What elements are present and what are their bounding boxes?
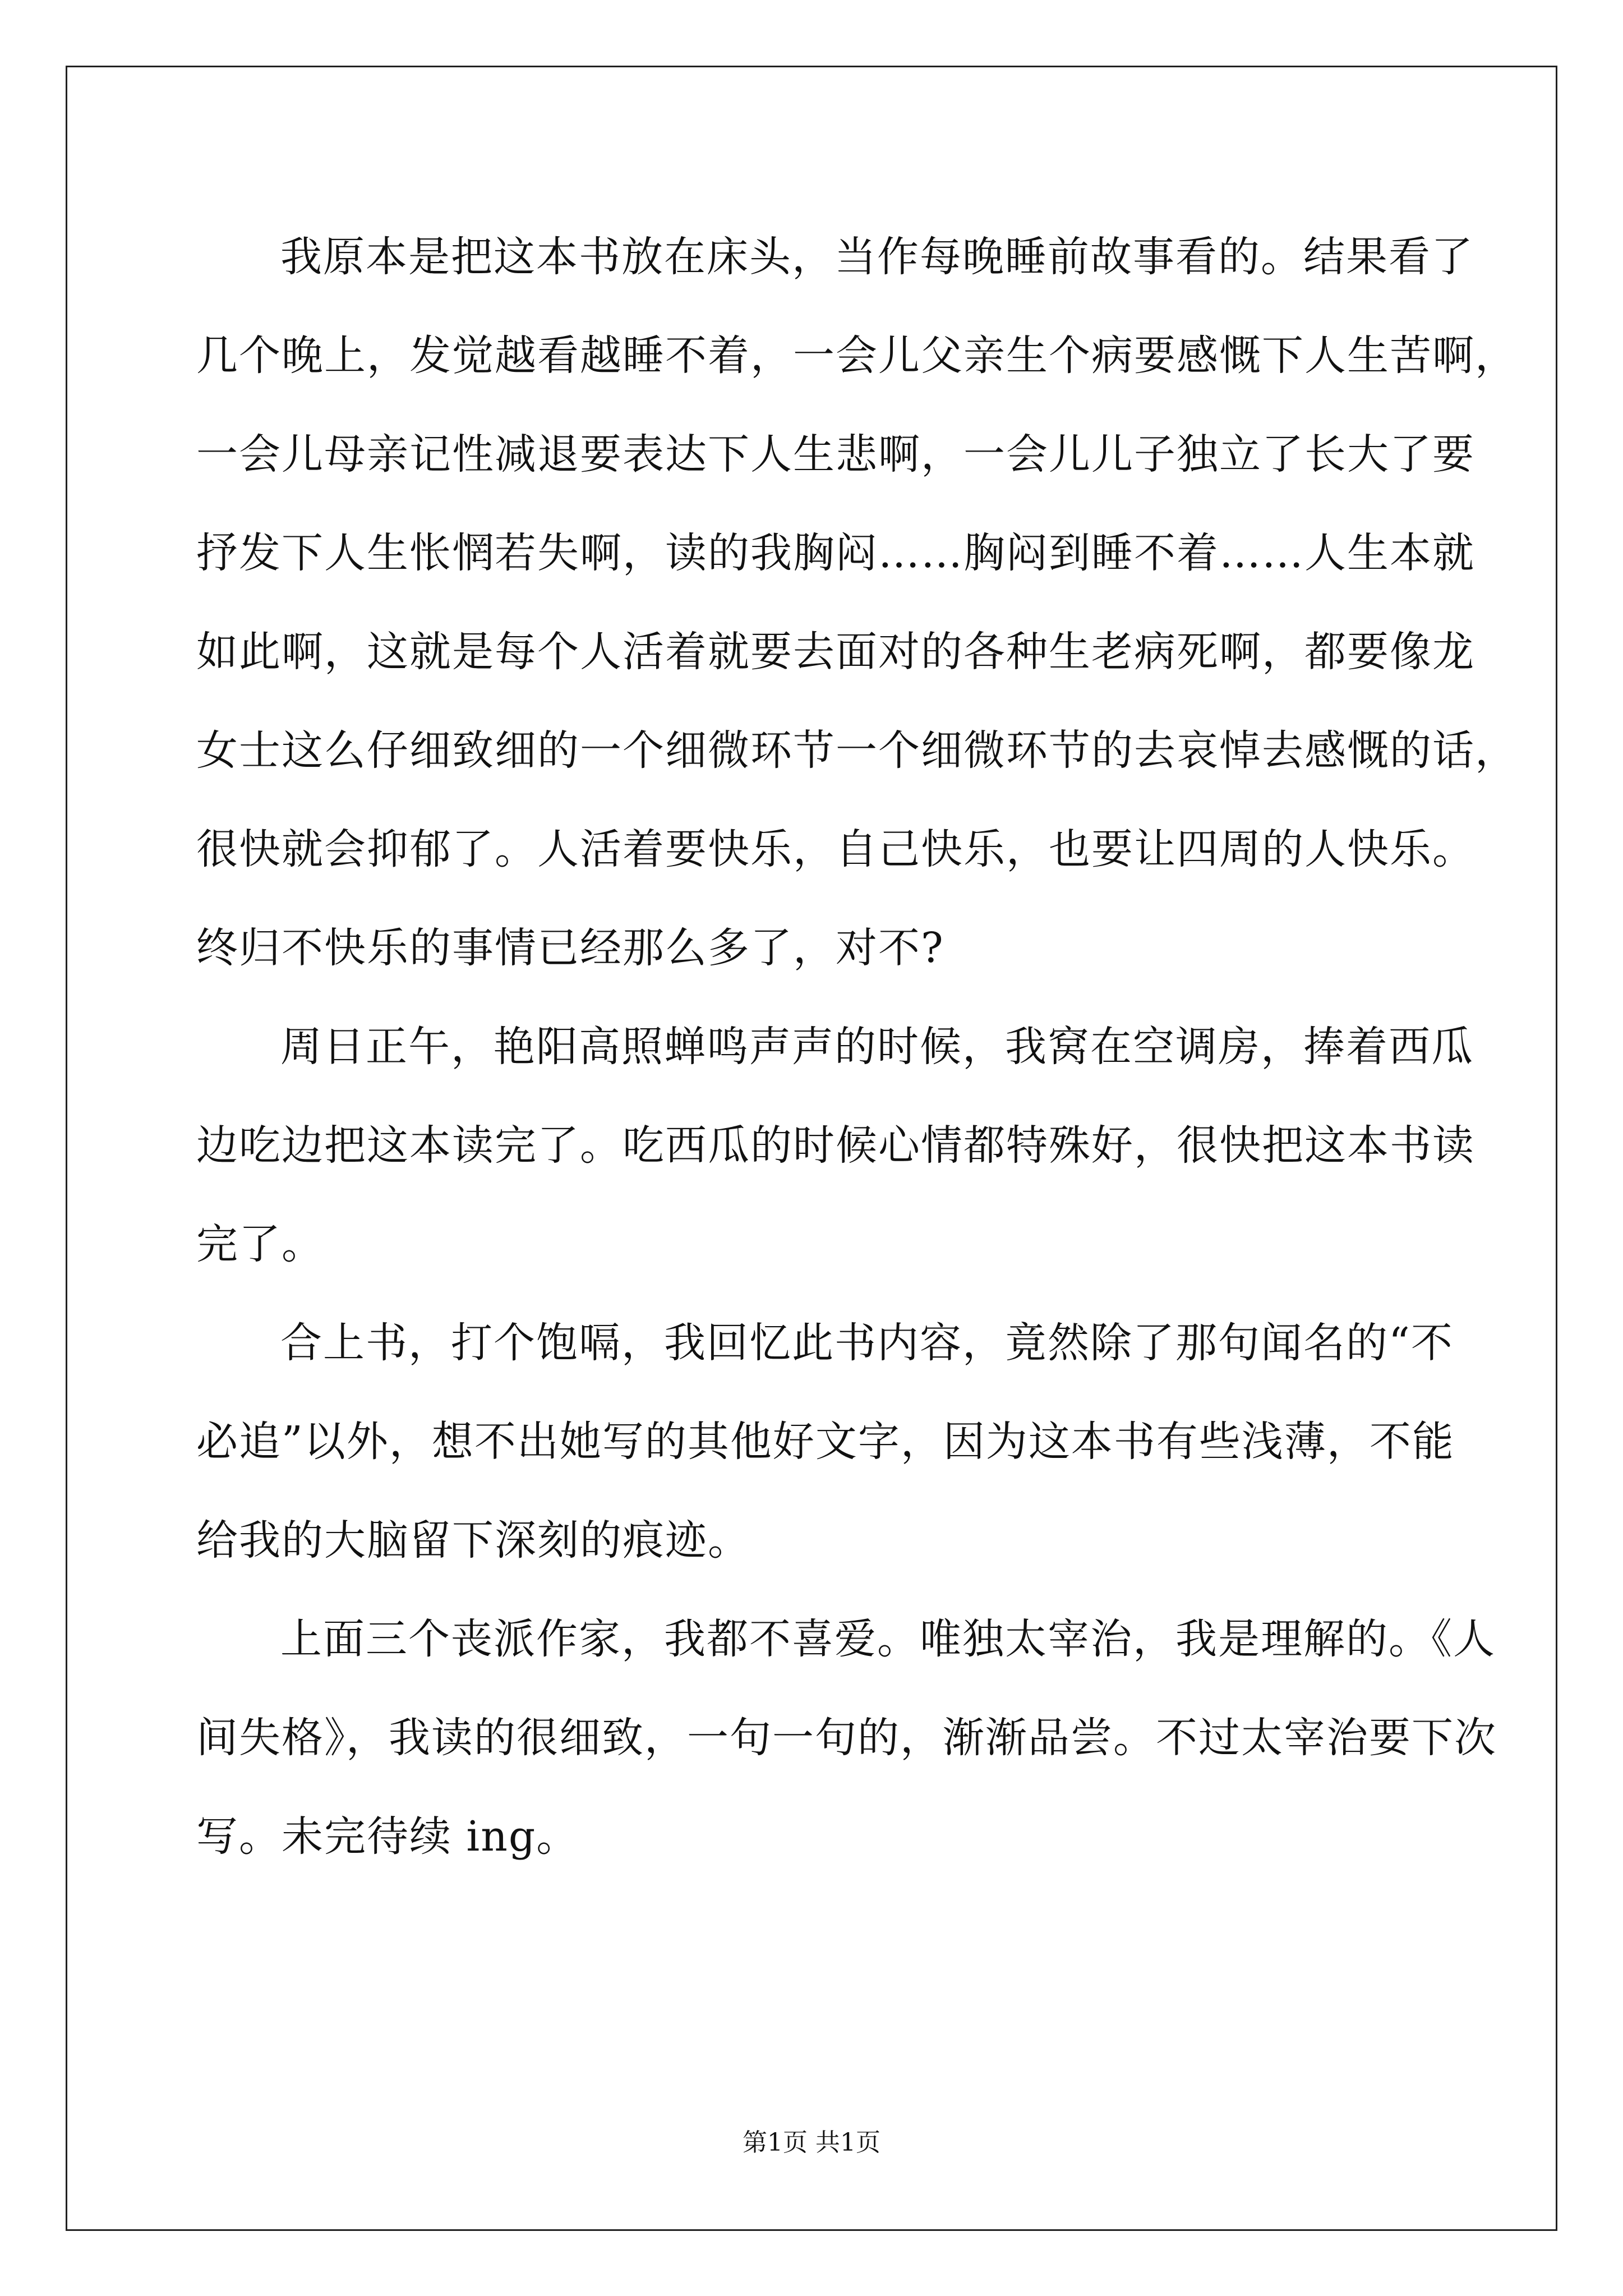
text-line: 女士这么仔细致细的一个细微环节一个细微环节的去哀悼去感慨的话， [196,726,1518,775]
text-line: 很快就会抑郁了。人活着要快乐，自己快乐，也要让四周的人快乐。 [196,825,1475,873]
text-line: 如此啊，这就是每个人活着就要去面对的各种生老病死啊，都要像龙 [196,628,1475,676]
page-footer [0,2126,1623,2160]
text-line: 周日正午，艳阳高照蝉鸣声声的时候，我窝在空调房，捧着西瓜 [280,1023,1474,1071]
text-line: 几个晚上，发觉越看越睡不着，一会儿父亲生个病要感慨下人生苦啊， [196,332,1518,380]
text-line: 一会儿母亲记性减退要表达下人生悲啊，一会儿儿子独立了长大了要 [196,430,1475,478]
text-line: 边吃边把这本读完了。吃西瓜的时候心情都特殊好，很快把这本书读 [196,1121,1475,1170]
text-line: 上面三个丧派作家，我都不喜爱。唯独太宰治，我是理解的。《人 [280,1615,1496,1663]
page-number: 第1页 共1页 [743,2128,880,2157]
text-line: 抒发下人生怅惘若失啊，读的我胸闷……胸闷到睡不着……人生本就 [196,529,1475,577]
text-line: 必追”以外，想不出她写的其他好文字，因为这本书有些浅薄，不能 [196,1418,1455,1466]
text-line: 合上书，打个饱嗝，我回忆此书内容，竟然除了那句闻名的“不 [280,1319,1454,1367]
text-line: 写。未完待续 ing。 [196,1812,579,1861]
text-line: 我原本是把这本书放在床头，当作每晚睡前故事看的。结果看了 [280,233,1474,281]
text-line: 完了。 [196,1220,324,1268]
text-line: 间失格》，我读的很细致，一句一句的，渐渐品尝。不过太宰治要下次 [196,1714,1497,1762]
text-line: 终归不快乐的事情已经那么多了，对不? [196,924,944,972]
text-line: 给我的大脑留下深刻的痕迹。 [196,1516,750,1565]
document-body [196,208,1518,1886]
